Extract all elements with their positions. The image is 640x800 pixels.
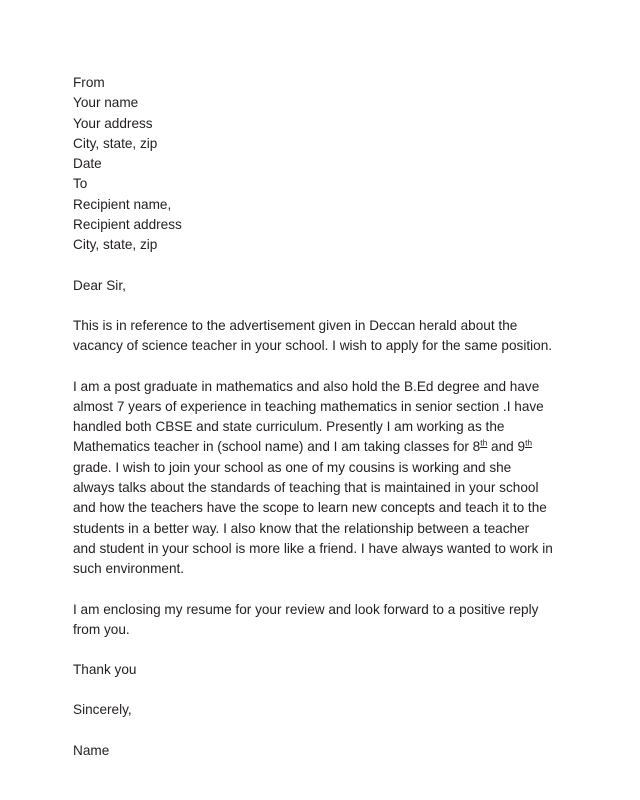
address-line-your-name: Your name <box>73 95 139 111</box>
body-paragraph-2-segment-3: grade. I wish to join your school as one of my cousins is working and she always talks about the standards of teaching that is maintained in your school and how the teachers have the scope to learn new concepts and teach it to the students in a better way. I also know that the relationship between a teacher and student in your school is more like a friend. I have always wanted to work in such environment. <box>73 459 553 577</box>
address-line-recipient-address: Recipient address <box>73 217 182 233</box>
body-paragraph-3: I am enclosing my resume for your review and look forward to a positive reply from you. <box>73 601 539 637</box>
address-line-date: Date <box>73 156 102 172</box>
body-paragraph-2-segment-1: I am a post graduate in mathematics and also hold the B.Ed degree and have almost 7 years of experience in teaching mathematics in senior section .I have handled both CBSE and state curriculum. Presently I am working as the Mathematics teacher in (school name) and I am taking classes for 8 <box>73 378 544 455</box>
body-paragraph-1: This is in reference to the advertisement given in Deccan herald about the vacancy of science teacher in your school. I wish to apply for the same position. <box>73 317 553 354</box>
address-line-recipient-name: Recipient name, <box>73 196 172 212</box>
address-line-recipient-city-state-zip: City, state, zip <box>73 237 158 253</box>
address-line-from: From <box>73 75 105 90</box>
ordinal-suffix-ninth: th <box>525 437 533 448</box>
closing-thanks: Thank you <box>73 662 137 678</box>
address-line-your-city-state-zip: City, state, zip <box>73 135 158 151</box>
salutation: Dear Sir, <box>73 277 126 293</box>
ordinal-suffix-eighth: th <box>480 437 488 448</box>
body-paragraph-2 <box>73 377 555 580</box>
address-line-your-address: Your address <box>73 115 153 131</box>
letter-body <box>73 73 555 761</box>
body-paragraph-2-segment-2: and 9 <box>487 439 526 455</box>
address-line-to: To <box>73 176 88 192</box>
sender-recipient-address-block <box>73 73 555 256</box>
closing-sign-off: Sincerely, <box>73 702 132 718</box>
closing-signature-name: Name <box>73 742 110 758</box>
